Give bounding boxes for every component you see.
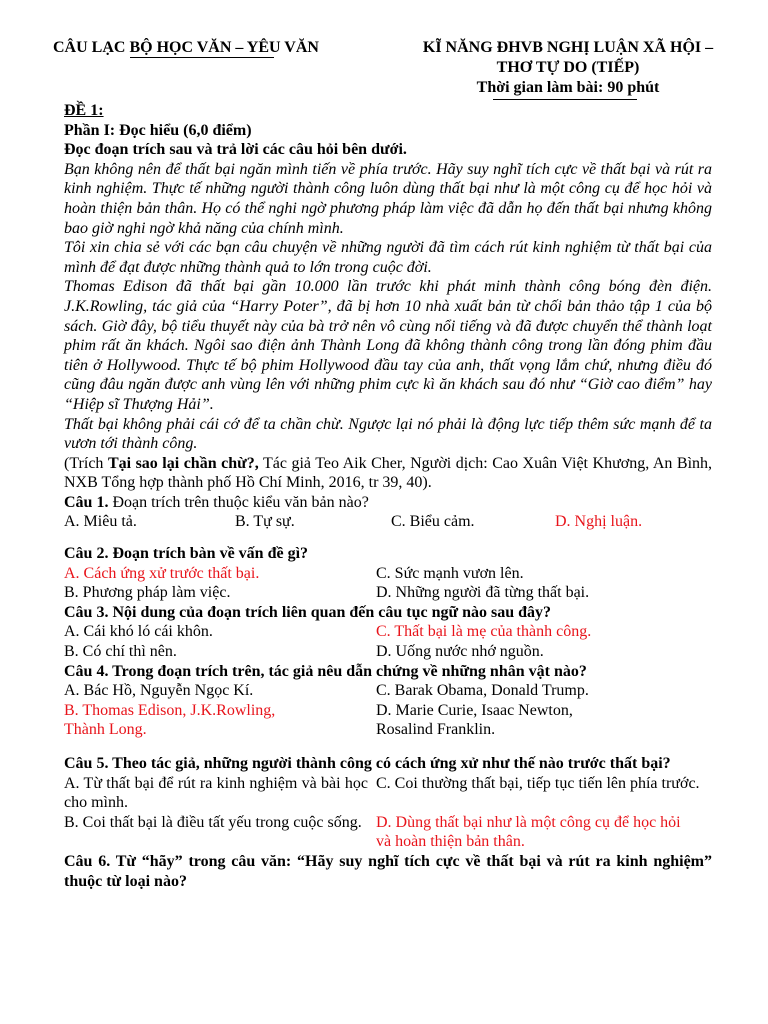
passage-paragraph-4: Thất bại không phải cái cớ để ta chần chừ. Ngược lại nó phải là động lực tiếp thêm sức mạnh để ta vươn tới thành công. [64, 415, 712, 453]
question-5-options-row-1 [64, 774, 712, 813]
question-5-option-d-answer: D. Dùng thất bại như là một công cụ để học hỏi và hoàn thiện bản thân. [376, 813, 681, 851]
question-1-label: Câu 1. [64, 493, 109, 511]
question-1-option-a: A. Miêu tả. [64, 513, 137, 531]
question-5: Câu 5. Theo tác giả, những người thành công có cách ứng xử như thế nào trước thất bại? [64, 755, 671, 772]
question-1-option-b: B. Tự sự. [235, 513, 295, 531]
question-4-option-a: A. Bác Hồ, Nguyễn Ngọc Kí. [64, 682, 254, 700]
exam-topic-line1: KĨ NĂNG ĐHVB NGHỊ LUẬN XÃ HỘI – [422, 39, 714, 56]
question-2-options-row-1 [64, 564, 712, 584]
question-3-option-c-answer: C. Thất bại là mẹ của thành công. [376, 623, 592, 641]
exam-topic-line2: THƠ TỰ DO (TIẾP) [496, 59, 640, 76]
passage-source [64, 454, 712, 493]
exam-body [64, 101, 712, 891]
question-1-option-d-answer: D. Nghị luận. [555, 513, 643, 531]
question-3: Câu 3. Nội dung của đoạn trích liên quan đến câu tục ngữ nào sau đây? [64, 603, 552, 621]
club-name-underline [130, 57, 274, 58]
question-2-option-d: D. Những người đã từng thất bại. [376, 584, 590, 602]
exam-part: Phần I: Đọc hiểu (6,0 điểm) [64, 121, 252, 139]
source-title: Tại sao lại chần chừ?, [107, 454, 259, 472]
question-4-options [64, 681, 712, 740]
passage-paragraph-3: Thomas Edison đã thất bại gần 10.000 lần trước khi phát minh thành công bóng đèn điện. J.K.Rowling, tác giả của “Harry Poter”, đã bị hơn 10 nhà xuất bản từ chối bản thảo tập 1 của bộ sách. Giờ đây, bộ tiểu thuyết này của bà trở nên vô cùng nổi tiếng và đã được chuyển thể thành loạt phim rất ăn khách. Ngôi sao điện ảnh Thành Long đã không thành công trong lần đóng phim đầu tiên ở Hollywood. Thực tế bộ phim Hollywood đầu tay của anh, thất vọng lắm chứ, nhưng điều đó cũng đâu ngăn được anh vùng lên với những phim cực kì ăn khách sau đó như “Giờ cao điểm” hay “Hiệp sĩ Thượng Hải”. [64, 278, 712, 413]
question-5-option-c: C. Coi thường thất bại, tiếp tục tiến lên phía trước. [376, 774, 700, 792]
question-3-option-d: D. Uống nước nhớ nguồn. [376, 643, 544, 661]
source-details: Tác giả Teo Aik Cher, Người dịch: Cao Xuân Việt Khương, An Bình, NXB Tổng hợp thành phố Hồ Chí Minh, 2016, tr 39, 40). [64, 454, 713, 492]
question-6: Câu 6. Từ “hãy” trong câu văn: “Hãy suy nghĩ tích cực về thất bại và rút ra kinh nghiệm” thuộc từ loại nào? [64, 852, 712, 890]
question-3-option-b: B. Có chí thì nên. [64, 643, 177, 661]
question-4-option-d-line-2: Rosalind Franklin. [376, 721, 496, 739]
exam-title: ĐỀ 1: [64, 102, 104, 119]
question-2-option-c: C. Sức mạnh vươn lên. [376, 564, 524, 582]
question-4-right-column [376, 681, 712, 740]
question-4-left-column [64, 681, 376, 740]
question-2-option-b: B. Phương pháp làm việc. [64, 584, 231, 602]
question-4-option-b-answer-line-1: B. Thomas Edison, J.K.Rowling, [64, 701, 276, 719]
question-3-options-row-1 [64, 622, 712, 642]
question-5-options-row-2 [64, 813, 712, 852]
question-3-option-a: A. Cái khó ló cái khôn. [64, 623, 213, 641]
question-1-option-c: C. Biểu cảm. [391, 513, 475, 531]
question-4-option-b-answer-line-2: Thành Long. [64, 721, 147, 739]
question-1-text: Đoạn trích trên thuộc kiểu văn bản nào? [108, 493, 369, 511]
question-4: Câu 4. Trong đoạn trích trên, tác giả nêu dẫn chứng về những nhân vật nào? [64, 662, 587, 680]
question-3-options-row-2 [64, 642, 712, 662]
exam-header [392, 38, 744, 98]
question-2-option-a-answer: A. Cách ứng xử trước thất bại. [64, 564, 260, 582]
question-5-option-b: B. Coi thất bại là điều tất yếu trong cuộc sống. [64, 813, 362, 831]
exam-time: Thời gian làm bài: 90 phút [476, 79, 660, 96]
club-name: CÂU LẠC BỘ HỌC VĂN – YÊU VĂN [53, 39, 319, 56]
question-4-option-c: C. Barak Obama, Donald Trump. [376, 682, 589, 700]
question-1 [64, 493, 712, 513]
question-5-option-a: A. Từ thất bại để rút ra kinh nghiệm và bài học cho mình. [64, 774, 368, 812]
passage-paragraph-2: Tôi xin chia sẻ với các bạn câu chuyện về những người đã tìm cách rút kinh nghiệm từ thất bại của mình để đạt được những thành quả to lớn trong cuộc đời. [64, 239, 712, 276]
passage-paragraph-1: Bạn không nên để thất bại ngăn mình tiến về phía trước. Hãy suy nghĩ tích cực về thất bại và rút ra kinh nghiệm. Thực tế những người thành công luôn dùng thất bại như là một công cụ để học hỏi và hoàn thiện bản thân. Họ có thể nghi ngờ phương pháp làm việc đã dẫn họ đến thất bại nhưng không bao giờ nghi ngờ khả năng của chính mình. [64, 160, 712, 237]
exam-time-underline [493, 99, 637, 100]
exam-instruction: Đọc đoạn trích sau và trả lời các câu hỏi bên dưới. [64, 141, 407, 159]
question-2-options-row-2 [64, 583, 712, 603]
question-2: Câu 2. Đoạn trích bàn về vấn đề gì? [64, 545, 309, 563]
question-4-option-d-line-1: D. Marie Curie, Isaac Newton, [376, 701, 573, 719]
question-1-options [64, 512, 712, 532]
source-prefix: (Trích [64, 454, 108, 472]
